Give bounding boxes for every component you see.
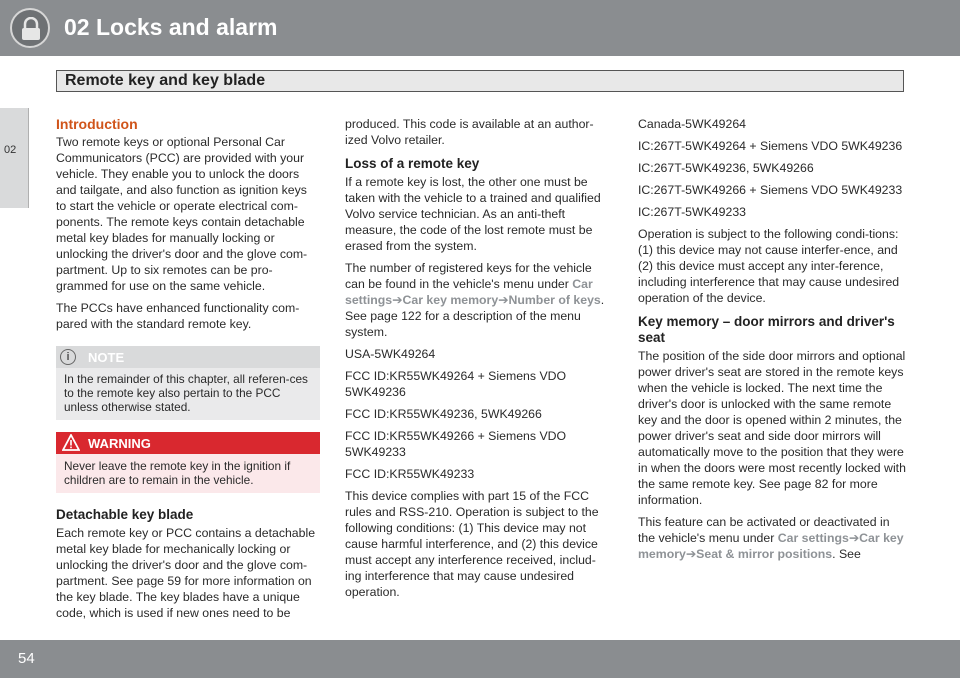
menu-car-settings: Car settings [345,277,593,307]
registered-keys-text-end: . See page 122 for a description of the menu system. [345,293,605,339]
chapter-header-bar [0,0,960,56]
warning-box [56,432,320,493]
note-header [56,346,320,368]
fcc-id-2: FCC ID:KR55WK49264 + Siemens VDO 5WK49236 [345,369,567,399]
chapter-side-tab [0,108,29,208]
fcc-id-3: FCC ID:KR55WK49236, 5WK49266 [345,407,542,421]
activation-paragraph [638,514,906,562]
info-icon: i [60,349,76,365]
menu-car-key-memory: Car key memory [402,293,499,307]
registered-keys-text: The number of registered keys for the vehicle can be found in the vehicle's menu under [345,261,592,291]
registered-keys-paragraph [345,260,611,340]
intro-paragraph-1: Two remote keys or optional Personal Car Communicators (PCC) are provided with your vehicle. They enable you to unlock the doors and tailgate, and also function as ignition keys to start the vehicle or operate electrical com-ponents. The remote keys contain detachable metal key blades for manually locking or unlocking the driver's door and the glove com-partment. Up to six remotes can be pro-grammed for use on the same vehicle. [56,135,308,293]
canada-id-5: IC:267T-5WK49233 [638,205,746,219]
canada-id-1: Canada-5WK49264 [638,117,747,131]
arrow-right-icon: ➔ [685,547,697,561]
warning-triangle-icon [62,434,80,451]
key-blade-paragraph: Each remote key or PCC contains a detachable metal key blade for mechanically locking or unlocking the driver's door and the glove com-partment. See page 59 for more information on the key blade. The key blades have a unique code, which is used if new ones need to be [56,526,316,620]
column-3 [638,116,906,568]
operation-paragraph: Operation is subject to the following condi-tions: (1) this device may not cause interfer-ence, and (2) this device must accept any inter-ference, including interference that may cause undesired operation of the device. [638,227,900,305]
fcc-id-4: FCC ID:KR55WK49266 + Siemens VDO 5WK49233 [345,429,567,459]
note-box [56,346,320,420]
key-memory-heading: Key memory – door mirrors and driver's seat [638,314,895,345]
chapter-title: 02 Locks and alarm [64,14,278,40]
fcc-id-5: FCC ID:KR55WK49233 [345,467,475,481]
fcc-compliance-paragraph: This device complies with part 15 of the FCC rules and RSS-210. Operation is subject to the following conditions: (1) This device may not cause harmful interference, and (2) this device must accept any interference received, includ-ing interference that may cause undesired operation. [345,489,599,599]
activation-text-end: . See [832,547,861,561]
warning-header [56,432,320,454]
arrow-right-icon: ➔ [498,293,509,307]
side-tab-label: 02 [4,144,17,156]
canada-id-3: IC:267T-5WK49236, 5WK49266 [638,161,814,175]
key-blade-heading: Detachable key blade [56,507,194,522]
section-title-box [56,70,904,92]
fcc-id-1: USA-5WK49264 [345,347,436,361]
note-text: In the remainder of this chapter, all referen-ces to the remote key also pertain to the PCC unless otherwise stated. [64,372,308,414]
activation-text: This feature can be activated or deactivated in the vehicle's menu under [638,515,890,545]
menu-car-key-memory: Car key memory [638,531,904,561]
intro-paragraph-2: The PCCs have enhanced functionality com-pared with the standard remote key. [56,301,300,331]
footer-bar [0,640,960,678]
page-number: 54 [18,650,35,667]
section-title: Remote key and key blade [65,72,266,89]
column-1 [56,116,320,627]
warning-label: WARNING [88,436,151,451]
menu-car-settings: Car settings [777,531,849,545]
key-memory-paragraph: The position of the side door mirrors and optional power driver's seat are stored in the remote keys when the vehicle is locked. The next time the driver's door is unlocked with the same remote key and the door is opened within 2 minutes, the power driver's seat and side door mirrors will automatically move to the position that they were in when the doors were most recently locked with the same remote key. See page 82 for more information. [638,349,906,507]
menu-seat-mirror-positions: Seat & mirror positions [696,547,833,561]
arrow-right-icon: ➔ [848,531,860,545]
warning-text: Never leave the remote key in the ignition if children are to remain in the vehicle. [64,459,291,487]
continued-paragraph: produced. This code is available at an author-ized Volvo retailer. [345,117,594,147]
loss-paragraph: If a remote key is lost, the other one must be taken with the vehicle to a trained and qualified Volvo service technician. As an anti-theft measure, the code of the lost remote must be erased from the system. [345,175,601,253]
arrow-right-icon: ➔ [392,293,403,307]
introduction-heading: Introduction [56,116,138,132]
menu-number-of-keys: Number of keys [508,293,601,307]
column-2 [345,116,611,606]
note-label: NOTE [88,350,125,365]
loss-heading: Loss of a remote key [345,156,480,171]
canada-id-4: IC:267T-5WK49266 + Siemens VDO 5WK49233 [638,183,903,197]
lock-icon [10,8,50,48]
canada-id-2: IC:267T-5WK49264 + Siemens VDO 5WK49236 [638,139,903,153]
